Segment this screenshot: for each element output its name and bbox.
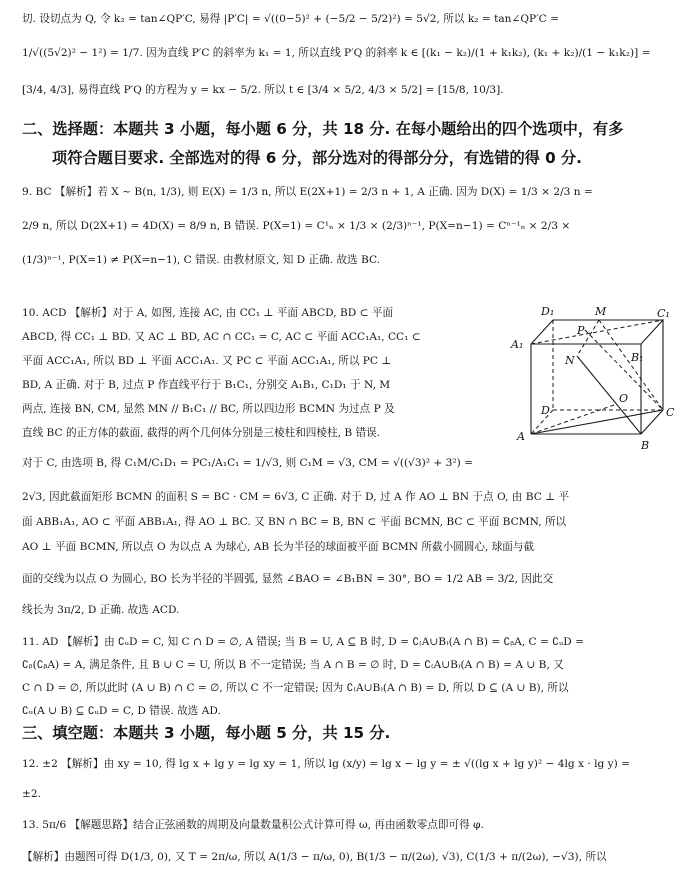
text-line: 直线 BC 的正方体的截面, 截得的两个几何体分别是三棱柱和四棱柱, B 错误. xyxy=(22,427,381,439)
text-line: 【解析】由题图可得 D(1/3, 0), 又 T = 2π/ω, 所以 A(1/3 − π/ω, 0), B(1/3 − π/(2ω), √3), C(1/3 + π/(2ω), −√3), 所以 xyxy=(22,851,607,863)
label-A1: A₁ xyxy=(511,338,524,351)
text-line: BD, A 正确. 对于 B, 过点 P 作直线平行于 B₁C₁, 分别交 A₁B₁, C₁D₁ 于 N, M xyxy=(22,379,391,391)
text-line: 对于 C, 由选项 B, 得 C₁M/C₁D₁ = PC₁/A₁C₁ = 1/√3, 则 C₁M = √3, CM = √((√3)² + 3²) = xyxy=(22,457,473,469)
text-line: 线长为 3π/2, D 正确. 故选 ACD. xyxy=(22,604,180,616)
text-line: ±2. xyxy=(22,788,41,800)
cube-figure xyxy=(505,304,677,452)
section-heading: 三、填空题：本题共 3 小题，每小题 5 分，共 15 分. xyxy=(22,724,391,742)
text-line: [3/4, 4/3], 易得直线 P′Q 的方程为 y = kx − 5/2. 所以 t ∈ [3/4 × 5/2, 4/3 × 5/2] = [15/8, 10/3]. xyxy=(22,84,504,96)
text-line: ∁ᵦ(∁ᵦA) = A, 满足条件, 且 B ∪ C = U, 所以 B 不一定错误; 当 A ∩ B = ∅ 时, D = ∁₍A∪B₎(A ∩ B) = A ∪ B, 又 xyxy=(22,659,564,671)
label-C1: C₁ xyxy=(657,307,670,320)
text-line: 平面 ACC₁A₁, 所以 BD ⊥ 平面 ACC₁A₁. 又 PC ⊂ 平面 ACC₁A₁, 所以 PC ⊥ xyxy=(22,355,392,367)
segment-A1C1 xyxy=(531,320,663,344)
segment-AC xyxy=(531,410,663,434)
text-line: 1/√((5√2)² − 1²) = 1/7. 因为直线 P′C 的斜率为 k₁ = 1, 所以直线 P′Q 的斜率 k ∈ [(k₁ − k₂)/(1 + k₁k₂), (k₁ + k₂)/(1 − k₁k₂)] = xyxy=(22,47,651,59)
section-heading: 项符合题目要求. 全部选对的得 6 分，部分选对的得部分分，有选错的得 0 分. xyxy=(52,149,582,167)
label-C: C xyxy=(666,406,675,419)
text-line: ABCD, 得 CC₁ ⊥ BD. 又 AC ⊥ BD, AC ∩ CC₁ = C, AC ⊂ 平面 ACC₁A₁, CC₁ ⊂ xyxy=(22,331,421,343)
label-A: A xyxy=(517,430,525,443)
label-M: M xyxy=(595,305,607,318)
text-line: 2/9 n, 所以 D(2X+1) = 4D(X) = 8/9 n, B 错误. P(X=1) = C¹ₙ × 1/3 × (2/3)ⁿ⁻¹, P(X=n−1) = Cⁿ⁻¹ₙ × 2/3 × xyxy=(22,220,571,232)
text-line: 13. 5π/6 【解题思路】结合正弦函数的周期及向量数量积公式计算可得 ω, 再由函数零点即可得 φ. xyxy=(22,819,484,831)
text-line: ∁ᵤ(A ∪ B) ⊆ ∁ᵤD = C, D 错误. 故选 AD. xyxy=(22,705,221,717)
segment-BN xyxy=(577,356,641,434)
label-O: O xyxy=(619,392,629,405)
text-line: 10. ACD 【解析】对于 A, 如图, 连接 AC, 由 CC₁ ⊥ 平面 ABCD, BD ⊂ 平面 xyxy=(22,307,394,319)
text-line: AO ⊥ 平面 BCMN, 所以点 O 为以点 A 为球心, AB 长为半径的球面被平面 BCMN 所截小圆圆心, 球面与截 xyxy=(22,541,535,553)
label-B1: B₁ xyxy=(631,351,644,364)
text-line: 两点, 连接 BN, CM, 显然 MN // B₁C₁ // BC, 所以四边形 BCMN 为过点 P 及 xyxy=(22,403,395,415)
text-line: 切. 设切点为 Q, 令 k₂ = tan∠QP′C, 易得 |P′C| = √((0−5)² + (−5/2 − 5/2)²) = 5√2, 所以 k₂ = tan∠QP′C = xyxy=(22,13,559,25)
text-line: C ∩ D = ∅, 所以此时 (A ∪ B) ∩ C = ∅, 所以 C 不一定错误; 因为 ∁₍A∪B₎(A ∩ B) = D, 所以 D ⊆ (A ∪ B), 所以 xyxy=(22,682,569,694)
text-line: 9. BC 【解析】若 X ~ B(n, 1/3), 则 E(X) = 1/3 n, 所以 E(2X+1) = 2/3 n + 1, A 正确. 因为 D(X) = 1/3 × 2/3 n = xyxy=(22,186,593,198)
text-line: 面 ABB₁A₁, AO ⊂ 平面 ABB₁A₁, 得 AO ⊥ BC. 又 BN ∩ BC = B, BN ⊂ 平面 BCMN, BC ⊂ 平面 BCMN, 所以 xyxy=(22,516,567,528)
text-line: 12. ±2 【解析】由 xy = 10, 得 lg x + lg y = lg xy = 1, 所以 lg (x/y) = lg x − lg y = ± √((lg x + lg y)² − 4lg x · lg y) = xyxy=(22,758,631,770)
text-line: (1/3)ⁿ⁻¹, P(X=1) ≠ P(X=n−1), C 错误. 由教材原文, 知 D 正确. 故选 BC. xyxy=(22,254,381,266)
label-P: P xyxy=(577,324,585,337)
text-line: 2√3, 因此截面矩形 BCMN 的面积 S = BC · CM = 6√3, C 正确. 对于 D, 过 A 作 AO ⊥ BN 于点 O, 由 BC ⊥ 平 xyxy=(22,491,570,503)
section-heading: 二、选择题：本题共 3 小题，每小题 6 分，共 18 分. 在每小题给出的四个选项中，有多 xyxy=(22,120,624,138)
text-line: 11. AD 【解析】由 ∁ᵤD = C, 知 C ∩ D = ∅, A 错误; 当 B = U, A ⊆ B 时, D = ∁₍A∪B₎(A ∩ B) = ∁ᵦA, C = ∁ᵤD = xyxy=(22,636,584,648)
label-N: N xyxy=(565,354,575,367)
text-line: 面的交线为以点 O 为圆心, BO 长为半径的半圆弧, 显然 ∠BAO = ∠B₁BN = 30°, BO = 1/2 AB = 3/2, 因此交 xyxy=(22,573,554,585)
label-D1: D₁ xyxy=(541,305,555,318)
label-D: D xyxy=(541,404,550,417)
label-B: B xyxy=(641,439,650,452)
segment-CM xyxy=(599,320,663,410)
